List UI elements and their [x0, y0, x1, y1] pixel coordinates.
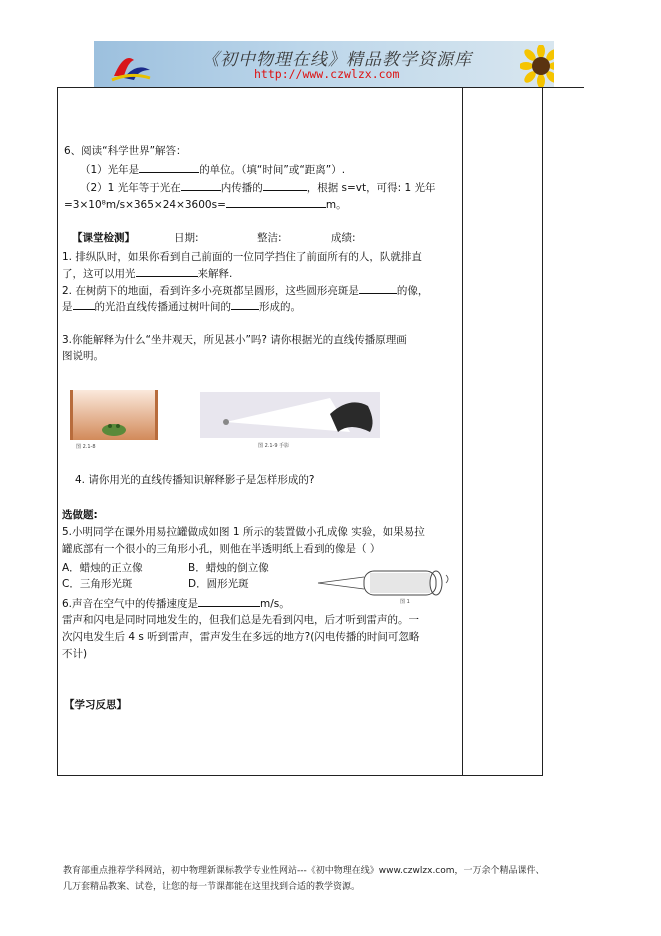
footer-line1: 教育部重点推荐学科网站，初中物理新课标教学专业性网站---《初中物理在线》www.czwlzx.com，一万余个精品课件、 — [63, 866, 545, 876]
check-tidy-label: 整洁: — [257, 232, 282, 244]
pinhole-can-figure — [314, 563, 460, 605]
q6-part2: （2）1 光年等于光在 内传播的 ，根据 s=vt，可得: 1 光年 — [80, 182, 436, 194]
c6-line3: 次闪电发生后 4 s 听到雷声，雷声发生在多远的地方?(闪电传播的时间可忽略 — [62, 631, 420, 643]
answer-blank[interactable] — [263, 180, 307, 191]
answer-blank[interactable] — [181, 180, 221, 191]
column-divider — [462, 87, 463, 776]
header-rule — [462, 87, 584, 88]
c6-line1: 6.声音在空气中的传播速度是 m/s。 — [62, 598, 290, 610]
answer-blank[interactable] — [139, 162, 199, 173]
c5-option-b[interactable]: B．蜡烛的倒立像 — [188, 562, 269, 574]
hand-shadow-figure — [200, 392, 380, 450]
c5-option-a[interactable]: A．蜡烛的正立像 — [62, 562, 143, 574]
c5-option-c[interactable]: C．三角形光斑 — [62, 578, 133, 590]
fig3-caption: 图 1 — [400, 599, 410, 605]
site-logo-icon — [110, 50, 152, 82]
sunflower-icon — [520, 45, 554, 87]
q6-title: 6、阅读“科学世界”解答： — [64, 145, 187, 157]
c2-line2: 是 的光沿直线传播通过树叶间的 形成的。 — [62, 301, 301, 313]
banner-url[interactable]: http://www.czwlzx.com — [254, 67, 400, 81]
c5-option-d[interactable]: D．圆形光斑 — [188, 578, 249, 590]
header-banner — [94, 41, 554, 87]
c5-line2: 罐底部有一个很小的三角形小孔，则他在半透明纸上看到的像是（ ） — [62, 543, 381, 555]
c6-line2: 雷声和闪电是同时同地发生的，但我们总是先看到闪电，后才听到雷声的。一 — [62, 614, 419, 626]
q6-part1: （1）光年是 的单位。（填“时间”或“距离”）. — [80, 164, 346, 176]
answer-blank[interactable] — [359, 283, 397, 294]
q6-part2-line2: =3×10⁸m/s×365×24×3600s= m。 — [64, 199, 347, 211]
choice-title: 选做题: — [62, 509, 98, 521]
c1-line1: 1. 排纵队时，如果你看到自己前面的一位同学挡住了前面所有的人，队就排直 — [62, 251, 422, 263]
check-title: 【课堂检测】 — [72, 232, 135, 244]
well-frog-figure — [68, 390, 160, 450]
banner-title: 《初中物理在线》精品教学资源库 — [202, 50, 472, 70]
c4-question: 4. 请你用光的直线传播知识解释影子是怎样形成的? — [75, 474, 315, 486]
c2-line1: 2. 在树荫下的地面，看到许多小亮斑都呈圆形，这些圆形亮斑是 的像， — [62, 285, 429, 297]
reflect-title: 【学习反思】 — [64, 699, 127, 711]
c3-line1: 3.你能解释为什么“坐井观天，所见甚小”吗? 请你根据光的直线传播原理画 — [62, 334, 407, 346]
answer-blank[interactable] — [231, 299, 259, 310]
fig2-caption: 图 2.1-9 手影 — [258, 443, 290, 449]
answer-blank[interactable] — [198, 596, 260, 607]
c6-line4: 不计) — [62, 648, 88, 660]
answer-blank[interactable] — [226, 197, 326, 208]
answer-blank[interactable] — [73, 299, 95, 310]
footer-line2: 几万套精品教案、试卷，让您的每一节课都能在这里找到合适的教学资源。 — [63, 882, 361, 892]
c5-line1: 5.小明同学在课外用易拉罐做成如图 1 所示的装置做小孔成像 实验，如果易拉 — [62, 526, 425, 538]
check-date-label: 日期: — [174, 232, 199, 244]
page-footer — [63, 863, 545, 895]
check-score-label: 成绩: — [331, 232, 356, 244]
answer-blank[interactable] — [136, 266, 198, 277]
c3-line2: 图说明。 — [62, 350, 104, 362]
c1-line2: 了，这可以用光 来解释. — [62, 268, 233, 280]
fig1-caption: 图 2.1-8 — [76, 444, 96, 450]
